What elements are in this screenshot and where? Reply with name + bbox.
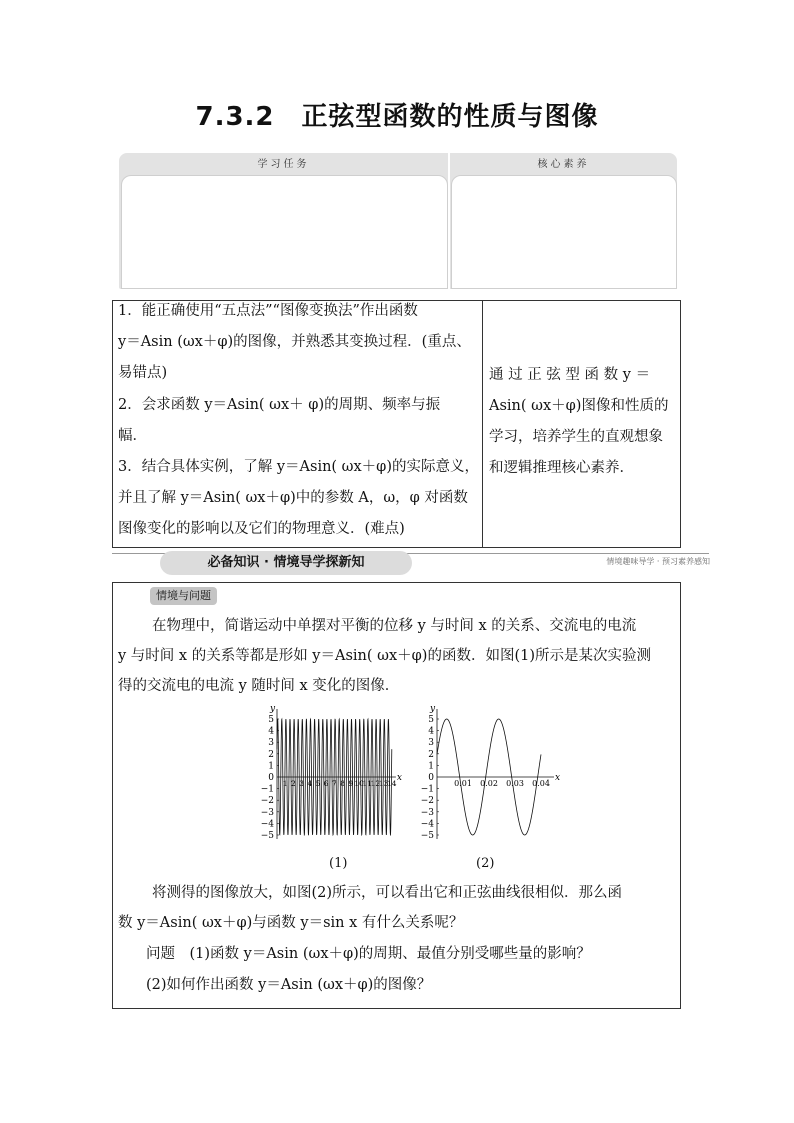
y-tick-label: −4 — [260, 819, 274, 830]
core-line: 通 过 正 弦 型 函 数 y ＝ — [489, 367, 651, 383]
y-axis-label: y — [430, 704, 436, 714]
situation-line: 数 y＝Asin( ωx＋φ)与函数 y＝sin x 有什么关系呢？ — [118, 915, 464, 931]
question-line: (2)如何作出函数 y＝Asin (ωx＋φ)的图像？ — [146, 977, 432, 993]
y-tick-label: −5 — [420, 831, 434, 840]
task-line: 1．能正确使用“五点法”“图像变换法”作出函数 — [118, 303, 418, 319]
table-divider — [482, 300, 483, 548]
y-tick-label: −1 — [420, 784, 434, 795]
task-line: 3．结合具体实例，了解 y＝Asin( ωx＋φ)的实际意义， — [118, 459, 479, 475]
figure-2-caption: (2) — [476, 856, 495, 871]
task-line: 易错点) — [118, 365, 168, 381]
x-tick-label: 0.03 — [506, 779, 524, 788]
x-tick-label: 13 — [378, 779, 389, 788]
x-tick-label: 0.02 — [480, 779, 498, 788]
y-tick-label: 3 — [428, 738, 434, 749]
y-tick-label: −5 — [260, 831, 274, 840]
x-tick-label: 2 — [291, 779, 296, 788]
task-header-box — [121, 175, 448, 289]
y-axis-label: y — [270, 704, 276, 714]
x-tick-label: 4 — [307, 779, 313, 788]
figure-1-caption: (1) — [329, 856, 348, 871]
y-tick-label: −2 — [260, 796, 274, 807]
y-tick-label: −1 — [260, 784, 274, 795]
x-tick-label: 6 — [323, 779, 329, 788]
x-tick-label: 7 — [332, 779, 337, 788]
situation-line: y 与时间 x 的关系等都是形如 y＝Asin( ωx＋φ)的函数．如图(1)所示是某次实验测 — [118, 648, 651, 664]
y-tick-label: 5 — [428, 715, 434, 725]
situation-line: 将测得的图像放大，如图(2)所示，可以看出它和正弦曲线很相似．那么函 — [152, 885, 623, 901]
x-tick-label: 11 — [362, 779, 372, 788]
x-axis-label: x — [396, 773, 402, 783]
y-tick-label: 4 — [428, 726, 434, 737]
task-line: 并且了解 y＝Asin( ωx＋φ)中的参数 A，ω，φ 对函数 — [118, 490, 468, 506]
y-tick-label: −4 — [420, 819, 434, 830]
core-header-label: 核心素养 — [537, 159, 590, 170]
x-tick-label: 0.01 — [454, 779, 472, 788]
y-tick-label: 4 — [268, 726, 274, 737]
core-header-box — [451, 175, 677, 289]
x-tick-label: 1 — [282, 779, 288, 788]
page-title: 7.3.2 正弦型函数的性质与图像 — [195, 102, 599, 132]
current-graph-2 — [418, 700, 568, 840]
y-tick-label: −3 — [260, 807, 274, 818]
task-line: 图像变化的影响以及它们的物理意义．(难点) — [118, 521, 405, 537]
task-header-label: 学习任务 — [257, 159, 310, 170]
y-tick-label: 2 — [428, 749, 434, 760]
task-line: 幅． — [118, 428, 147, 444]
y-tick-label: 1 — [428, 761, 434, 772]
x-tick-label: 10 — [354, 779, 364, 788]
y-tick-label: 2 — [268, 749, 274, 760]
task-line: 2．会求函数 y＝Asin( ωx＋ φ)的周期、频率与振 — [118, 397, 441, 413]
x-axis-label: x — [555, 773, 561, 783]
situation-line: 得的交流电的电流 y 随时间 x 变化的图像． — [118, 678, 400, 694]
core-line: 和逻辑推理核心素养． — [489, 460, 634, 476]
x-tick-label: 9 — [348, 779, 354, 788]
y-tick-label: 5 — [268, 715, 274, 725]
y-tick-label: −3 — [420, 807, 434, 818]
core-line: Asin( ωx＋φ)图像和性质的 — [489, 398, 669, 414]
situation-tag: 情境与问题 — [150, 587, 217, 605]
x-tick-label: 8 — [340, 779, 345, 788]
x-tick-label: 14 — [387, 779, 397, 788]
y-tick-label: 3 — [268, 738, 274, 749]
x-tick-label: 5 — [315, 779, 321, 788]
current-graph-1 — [255, 700, 410, 840]
question-line: 问题 (1)函数 y＝Asin (ωx＋φ)的周期、最值分别受哪些量的影响？ — [146, 946, 591, 962]
x-tick-label: 12 — [370, 779, 381, 788]
task-line: y＝Asin (ωx＋φ)的图像，并熟悉其变换过程．(重点、 — [118, 334, 471, 350]
core-line: 学习，培养学生的直观想象 — [489, 429, 663, 445]
x-tick-label: 0.04 — [532, 779, 550, 788]
situation-line: 在物理中，简谐运动中单摆对平衡的位移 y 与时间 x 的关系、交流电的电流 — [152, 618, 637, 634]
section-banner: 必备知识 · 情境导学探新知 — [160, 551, 412, 575]
y-tick-label: 0 — [268, 773, 274, 783]
x-tick-label: 3 — [299, 779, 304, 788]
y-tick-label: 1 — [268, 761, 274, 772]
y-tick-label: −2 — [420, 796, 434, 807]
section-subtitle: 情境趣味导学 · 预习素养感知 — [606, 557, 710, 566]
y-tick-label: 0 — [428, 773, 434, 783]
header-divider — [448, 153, 450, 289]
